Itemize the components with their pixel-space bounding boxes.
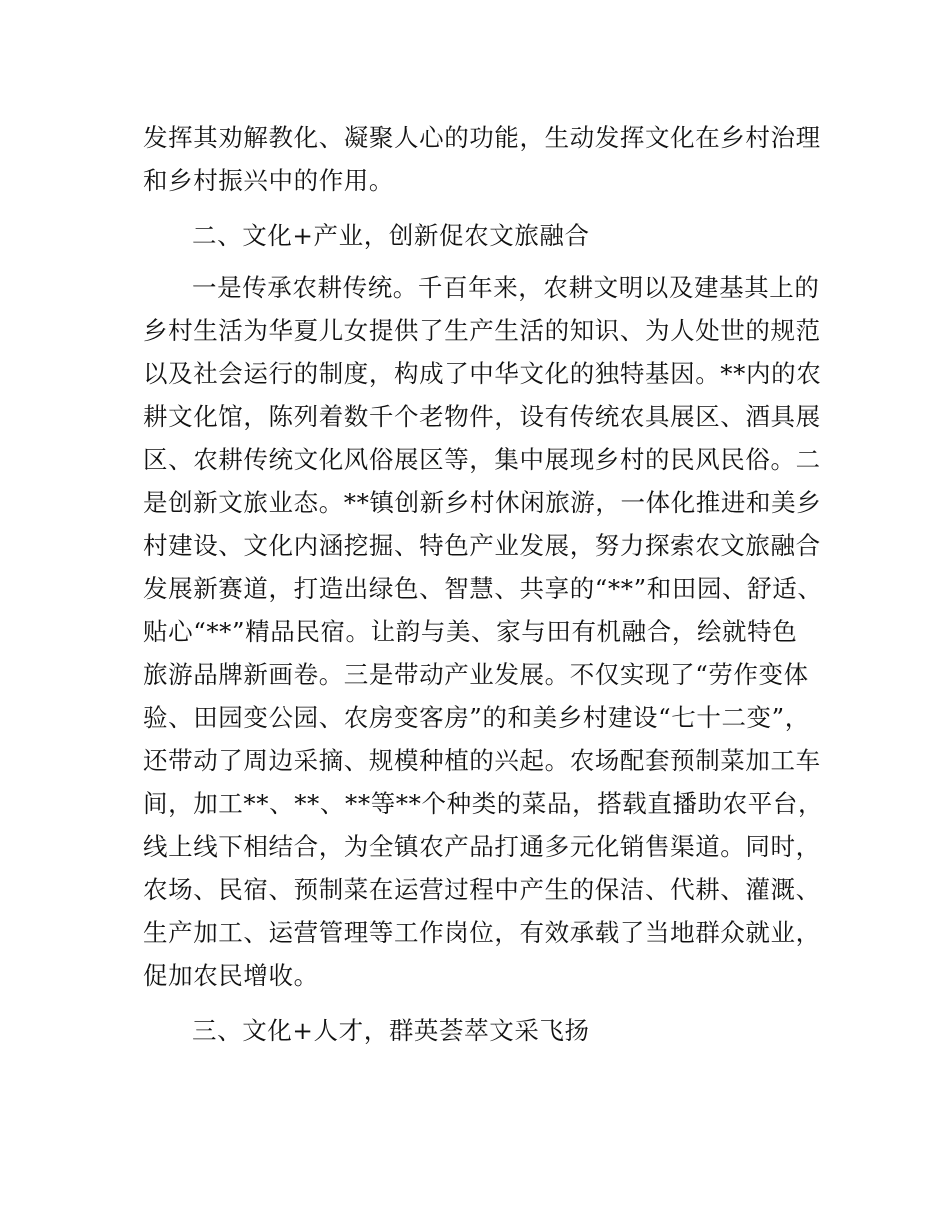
text-line: 发挥其劝解教化、凝聚人心的功能，生动发挥文化在乡村治理 — [143, 123, 821, 152]
text-line: 间，加工**、**、**等**个种类的菜品，搭载直播助农平台， — [143, 789, 824, 818]
text-line: 是创新文旅业态。**镇创新乡村休闲旅游，一体化推进和美乡 — [143, 488, 822, 517]
text-line: 贴心“**”精品民宿。让韵与美、家与田有机融合，绘就特色 — [143, 617, 798, 646]
text-line: 村建设、文化内涵挖掘、特色产业发展，努力探索农文旅融合 — [143, 531, 821, 560]
section-heading: 二、文化+产业，创新促农文旅融合 — [192, 221, 590, 250]
text-line: 验、田园变公园、农房变客房”的和美乡村建设“七十二变”， — [143, 703, 810, 732]
text-line: 线上线下相结合，为全镇农产品打通多元化销售渠道。同时， — [143, 832, 821, 861]
text-line: 区、农耕传统文化风俗展区等，集中展现乡村的民风民俗。二 — [143, 445, 821, 474]
text-line: 以及社会运行的制度，构成了中华文化的独特基因。**内的农 — [143, 359, 822, 388]
text-line: 促加农民增收。 — [143, 961, 319, 990]
text-line: 生产加工、运营管理等工作岗位，有效承载了当地群众就业， — [143, 918, 821, 947]
text-line: 和乡村振兴中的作用。 — [143, 166, 394, 195]
section-heading: 三、文化+人才，群英荟萃文采飞扬 — [192, 1016, 590, 1045]
text-line: 一是传承农耕传统。千百年来，农耕文明以及建基其上的 — [192, 273, 820, 302]
text-line: 发展新赛道，打造出绿色、智慧、共享的“**”和田园、舒适、 — [143, 574, 823, 603]
text-line: 还带动了周边采摘、规模种植的兴起。农场配套预制菜加工车 — [143, 746, 821, 775]
text-line: 农场、民宿、预制菜在运营过程中产生的保洁、代耕、灌溉、 — [143, 875, 821, 904]
text-line: 旅游品牌新画卷。三是带动产业发展。不仅实现了“劳作变体 — [143, 660, 809, 689]
text-line: 乡村生活为华夏儿女提供了生产生活的知识、为人处世的规范 — [143, 316, 821, 345]
text-line: 耕文化馆，陈列着数千个老物件，设有传统农具展区、酒具展 — [143, 402, 821, 431]
